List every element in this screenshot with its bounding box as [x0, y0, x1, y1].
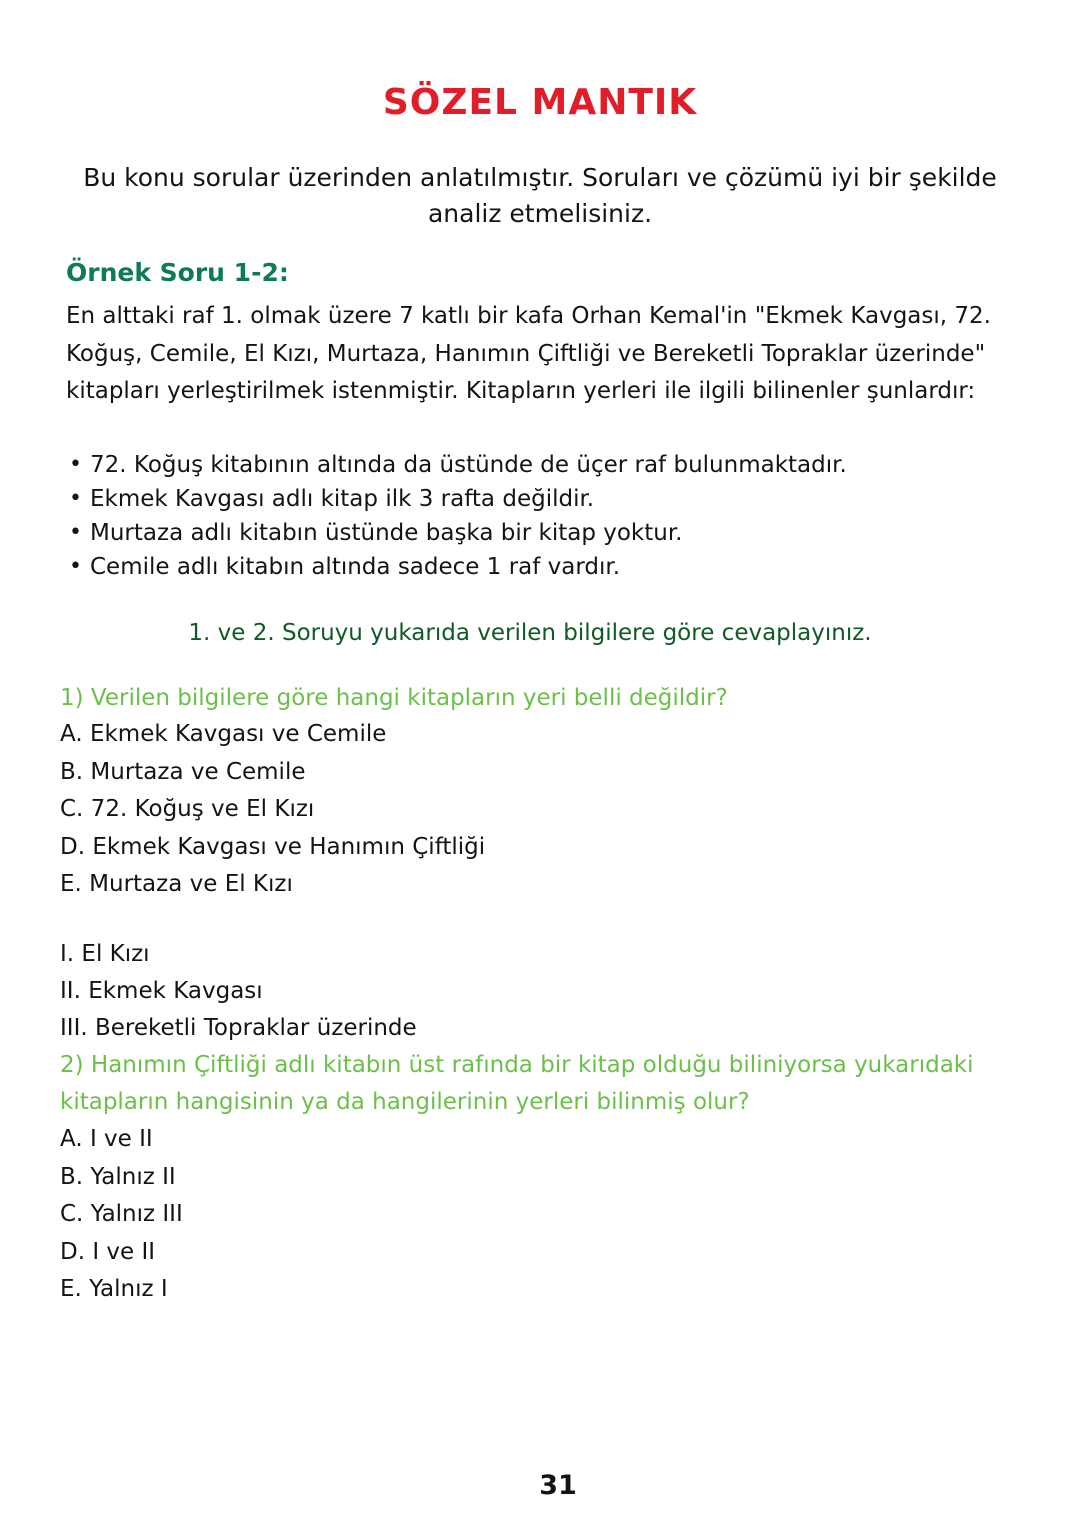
page-title: SÖZEL MANTIK: [382, 82, 698, 123]
option-d: D. Ekmek Kavgası ve Hanımın Çiftliği: [60, 833, 486, 860]
question-1-options: [60, 716, 485, 904]
instruction-text: 1. ve 2. Soruyu yukarıda verilen bilgilere göre cevaplayınız.: [188, 620, 872, 646]
option-d: D. I ve II: [60, 1238, 156, 1265]
question-2-options: [60, 1121, 183, 1309]
option-e: E. Yalnız I: [60, 1276, 168, 1302]
option-a: A. I ve II: [60, 1126, 153, 1152]
example-label: Örnek Soru 1-2:: [66, 258, 289, 287]
roman-item-3: III. Bereketli Topraklar üzerinde: [60, 1015, 417, 1041]
bullet-icon: •: [69, 520, 82, 545]
fact-item: [66, 448, 847, 482]
bullet-icon: •: [69, 452, 82, 477]
question-2-text: 2) Hanımın Çiftliği adlı kitabın üst rafında bir kitap olduğu biliniyorsa yukarıdaki kitapların hangisinin ya da hangilerinin yerleri bilinmiş olur?: [60, 1052, 974, 1115]
bullet-icon: •: [69, 554, 82, 579]
option-c: C. 72. Koğuş ve El Kızı: [60, 796, 315, 822]
facts-list: [66, 448, 847, 584]
fact-item: [66, 516, 847, 550]
fact-text: Murtaza adlı kitabın üstünde başka bir kitap yoktur.: [90, 520, 683, 546]
example-paragraph: En alttaki raf 1. olmak üzere 7 katlı bir kafa Orhan Kemal'in "Ekmek Kavgası, 72. Koğuş, Cemile, El Kızı, Murtaza, Hanımın Çiftliği ve Bereketli Topraklar üzerinde" kitapları yerleştirilmek istenmiştir. Kitapların yerleri ile ilgili bilinenler şunlardır:: [66, 303, 991, 404]
fact-text: Ekmek Kavgası adlı kitap ilk 3 rafta değildir.: [90, 486, 595, 512]
fact-text: 72. Koğuş kitabının altında da üstünde de üçer raf bulunmaktadır.: [90, 452, 847, 478]
option-a: A. Ekmek Kavgası ve Cemile: [60, 721, 387, 747]
option-b: B. Yalnız II: [60, 1163, 176, 1190]
intro-text: Bu konu sorular üzerinden anlatılmıştır. Soruları ve çözümü iyi bir şekilde analiz etmelisiniz.: [83, 163, 997, 228]
bullet-icon: •: [69, 486, 82, 511]
fact-item: [66, 482, 847, 516]
fact-text: Cemile adlı kitabın altında sadece 1 raf vardır.: [90, 554, 621, 580]
roman-item-2: II. Ekmek Kavgası: [60, 978, 263, 1004]
roman-item-1: I. El Kızı: [60, 941, 150, 967]
fact-item: [66, 550, 847, 584]
option-c: C. Yalnız III: [60, 1201, 183, 1227]
page-number: 31: [539, 1470, 577, 1501]
option-e: E. Murtaza ve El Kızı: [60, 871, 293, 897]
question-1-text: 1) Verilen bilgilere göre hangi kitapların yeri belli değildir?: [60, 685, 728, 711]
question-2-items: [60, 936, 417, 1047]
option-b: B. Murtaza ve Cemile: [60, 758, 306, 785]
